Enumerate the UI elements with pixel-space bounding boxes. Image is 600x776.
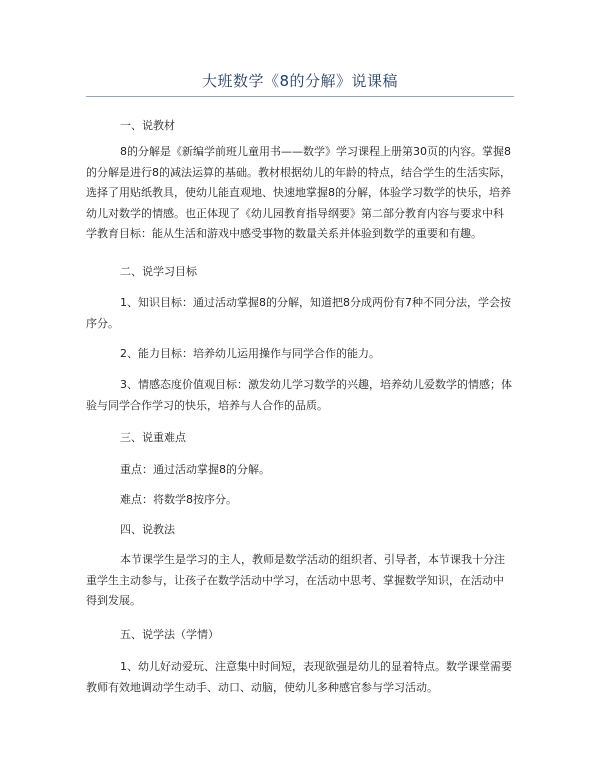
paragraph: 重点：通过活动掌握8的分解。 [120,463,270,476]
paragraph: 2、能力目标：培养幼儿运用操作与同学合作的能力。 [120,347,380,360]
paragraph: 难点：将数学8按序分。 [120,493,237,506]
paragraph: 1、幼儿好动爱玩、注意集中时间短，表现欲强是幼儿的显着特点。数学课堂需要教师有效地调动学生动手、动口、动脑，使幼儿多种感官参与学习活动。 [86,660,512,694]
section-heading: 一、说教材 [120,119,175,132]
section-heading: 五、说学法（学情） [120,628,219,641]
paragraph: 3、情感态度价值观目标：激发幼儿学习数学的兴趣，培养幼儿爱数学的情感；体验与同学合作学习的快乐，培养与人合作的品质。 [86,378,512,412]
paragraph: 本节课学生是学习的主人，教师是数学活动的组织者、引导者，本节课我十分注重学生主动参与，让孩子在数学活动中学习，在活动中思考、掌握数学知识，在活动中得到发展。 [86,553,505,607]
document-title: 大班数学《8的分解》说课稿 [201,72,399,90]
paragraph: 1、知识目标：通过活动掌握8的分解，知道把8分成两份有7种不同分法，学会按序分。 [86,296,511,330]
title-underline [86,96,514,97]
paragraph: 8的分解是《新编学前班儿童用书——数学》学习课程上册第30页的内容。掌握8的分解是进行8的减法运算的基础。教材根据幼儿的年龄的特点，结合学生的生活实际，选择了用贴纸教具，使幼儿能直观地、快速地掌握8的分解，体验学习数学的快乐，培养幼儿对数学的情感。也正体现了《幼儿园教育指导纲要》第二部分教育内容与要求中科学教育目标：能从生活和游戏中感受事物的数量关系并体验到数学的重要和有趣。 [86,145,511,240]
section-heading: 四、说教法 [120,523,175,536]
section-heading: 二、说学习目标 [120,265,197,278]
section-heading: 三、说重难点 [120,431,186,444]
